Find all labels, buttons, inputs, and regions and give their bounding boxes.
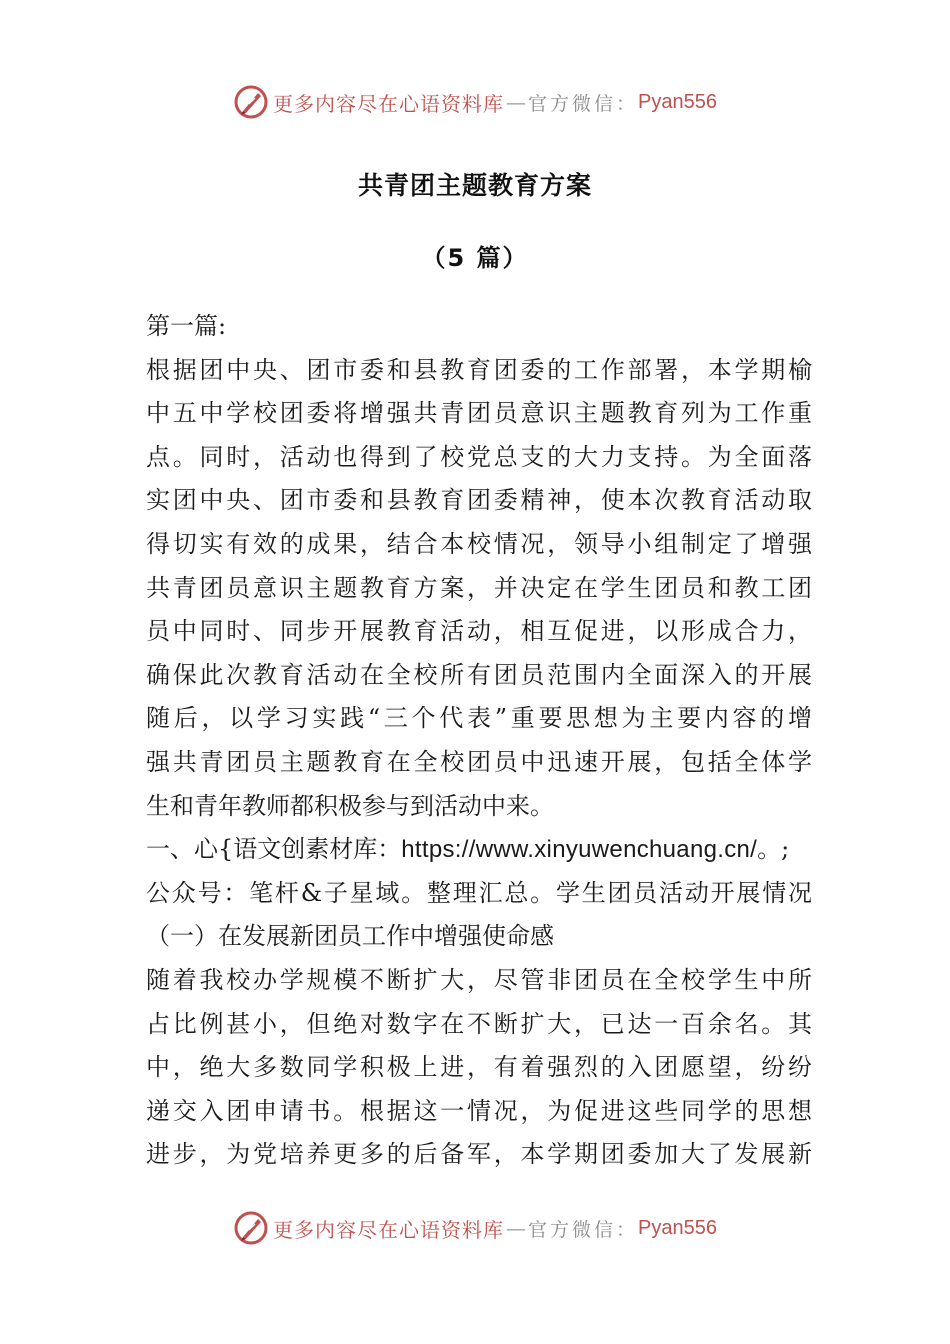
link-line [146, 828, 812, 872]
paragraph-line: 中，绝大多数同学积极上进，有着强烈的入团愿望，纷纷 [146, 1053, 812, 1082]
watermark-wechat-id: Pyan556 [638, 90, 717, 113]
paragraph-line: 公众号：笔杆&子星域。整理汇总。学生团员活动开展情况 [146, 878, 812, 907]
paragraph-line: 确保此次教育活动在全校所有团员范围内全面深入的开展 [146, 660, 812, 689]
paragraph-line: 点。同时，活动也得到了校党总支的大力支持。为全面落 [146, 442, 812, 471]
watermark-wechat-label: 官方微信： [528, 1218, 639, 1241]
paragraph-line: 中五中学校团委将增强共青团员意识主题教育列为工作重 [146, 399, 812, 428]
paragraph-line: 共青团员意识主题教育方案，并决定在学生团员和教工团 [146, 573, 812, 602]
subsection-heading: （一）在发展新团员工作中增强使命感 [146, 922, 554, 951]
paragraph-line: 强共青团员主题教育在全校团员中迅速开展，包括全体学 [146, 747, 812, 776]
paragraph-line: 实团中央、团市委和县教育团委精神，使本次教育活动取 [146, 486, 812, 515]
link-prefix: 一、心{语文创素材库： [146, 835, 402, 864]
watermark-banner-top [0, 82, 950, 122]
watermark-text: 更多内容尽在心语资料库 [273, 1217, 504, 1242]
watermark-wechat-id: Pyan556 [638, 1216, 717, 1239]
paragraph-line: 随后，以学习实践“三个代表”重要思想为主要内容的增 [146, 704, 812, 733]
link-suffix: 。; [757, 835, 790, 864]
paragraph-line: 根据团中央、团市委和县教育团委的工作部署，本学期榆 [146, 355, 812, 384]
quill-logo-icon [233, 1210, 269, 1246]
document-title: 共青团主题教育方案 [357, 171, 592, 200]
paragraph-line: 递交入团申请书。根据这一情况，为促进这些同学的思想 [146, 1096, 812, 1125]
document-body [146, 305, 812, 1177]
watermark-separator: — [506, 1216, 526, 1240]
section-heading: 第一篇: [146, 312, 227, 340]
paragraph-line: 员中同时、同步开展教育活动，相互促进，以形成合力， [146, 617, 812, 646]
paragraph-line: 占比例甚小，但绝对数字在不断扩大，已达一百余名。其 [146, 1009, 812, 1038]
watermark-separator: — [506, 90, 526, 114]
paragraph-line: 随着我校办学规模不断扩大，尽管非团员在全校学生中所 [146, 965, 812, 994]
watermark-banner-bottom [0, 1208, 950, 1248]
paragraph-line: 进步，为党培养更多的后备军，本学期团委加大了发展新 [146, 1140, 812, 1169]
watermark-text: 更多内容尽在心语资料库 [273, 91, 504, 116]
website-link[interactable]: https://www.xinyuwenchuang.cn/ [401, 836, 758, 864]
quill-logo-icon [233, 84, 269, 120]
document-subtitle: （5 篇） [421, 244, 529, 272]
paragraph-line: 得切实有效的成果，结合本校情况，领导小组制定了增强 [146, 529, 812, 558]
watermark-wechat-label: 官方微信： [528, 92, 639, 115]
paragraph-line: 生和青年教师都积极参与到活动中来。 [146, 791, 554, 820]
